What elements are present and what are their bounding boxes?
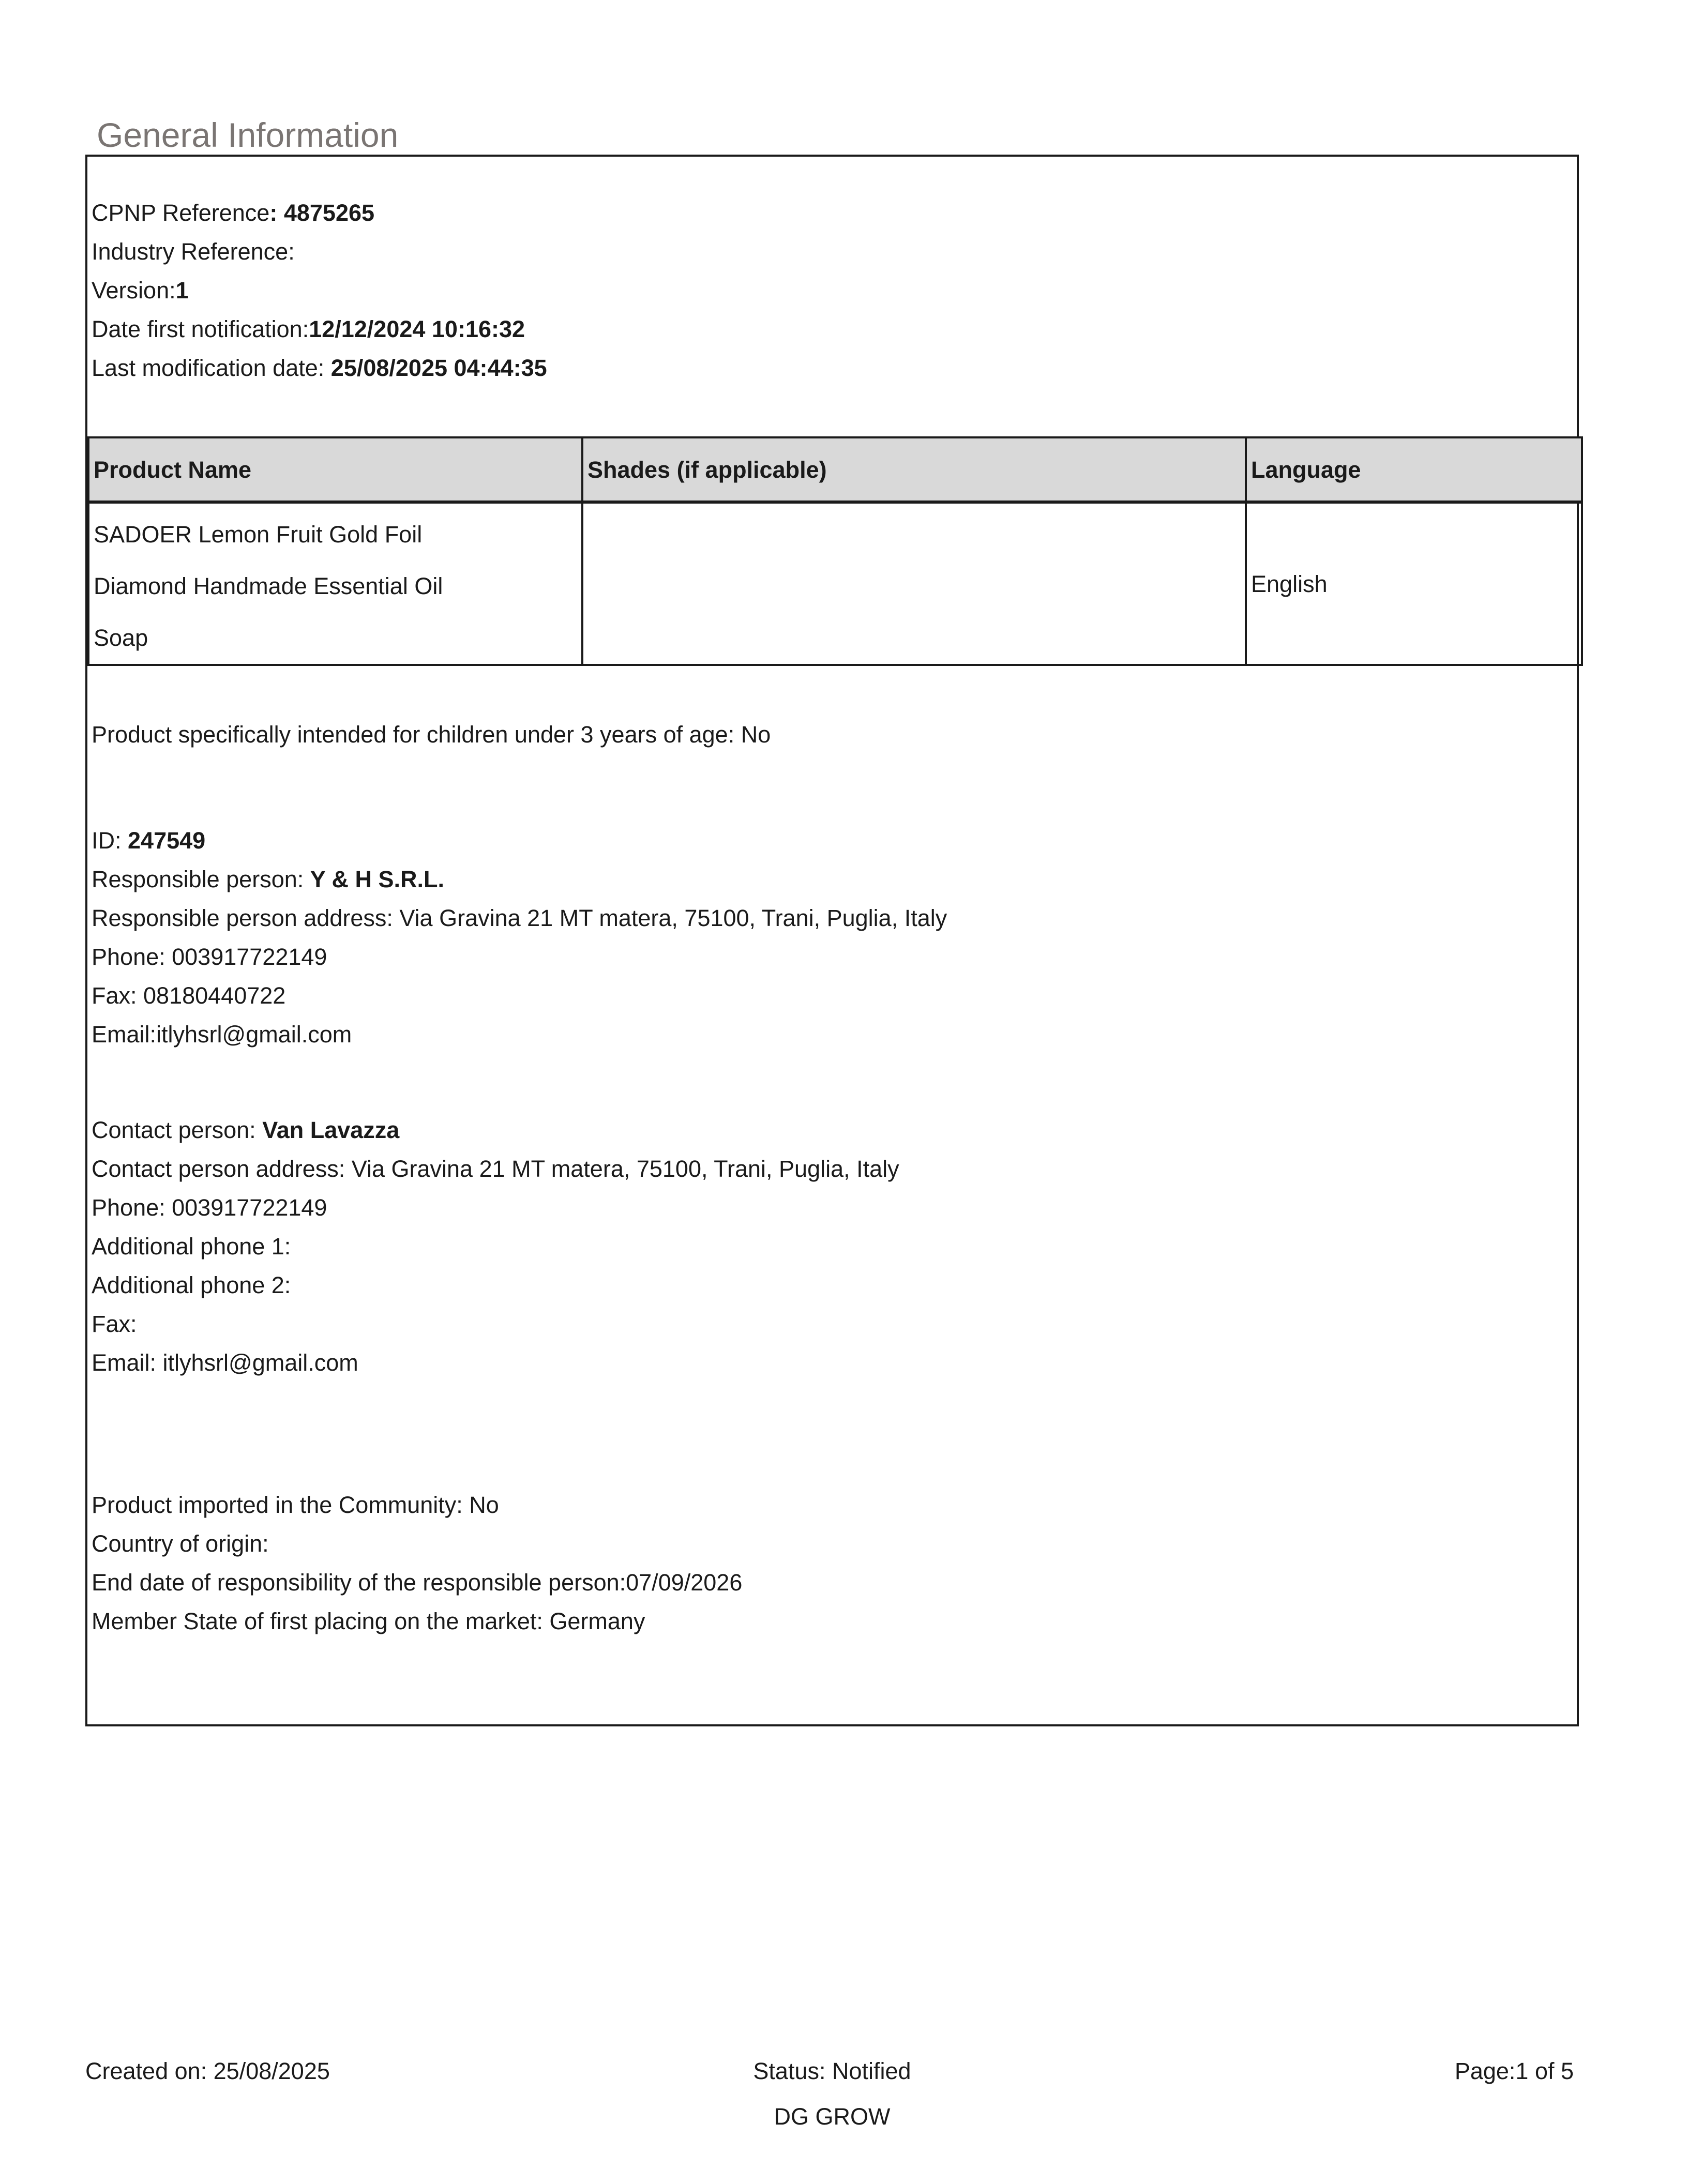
info-line-label: Last modification date:: [92, 355, 331, 381]
info-line-label: Product imported in the Community: No: [92, 1492, 499, 1518]
info-line-label: Additional phone 2:: [92, 1272, 291, 1298]
info-line: [92, 1602, 1577, 1641]
info-line-label: Phone: 003917722149: [92, 1194, 327, 1221]
product-table: [87, 436, 1583, 666]
info-line-label: CPNP Reference: [92, 200, 270, 226]
responsible-person-block: [87, 821, 1577, 1054]
info-line-label: ID:: [92, 827, 128, 854]
footer-row: [85, 2052, 1579, 2090]
info-line-value: : 4875265: [269, 200, 375, 226]
general-info-box: [85, 155, 1579, 1726]
info-line: [92, 348, 1577, 387]
info-line-label: Responsible person address: Via Gravina 21 MT matera, 75100, Trani, Puglia, Italy: [92, 905, 947, 931]
info-line-value: 247549: [128, 827, 206, 854]
info-line: [92, 1188, 1577, 1227]
info-line-label: Email: itlyhsrl@gmail.com: [92, 1349, 358, 1376]
info-line-label: Fax: 08180440722: [92, 982, 286, 1009]
info-line: [92, 899, 1577, 937]
market-info-block: [87, 1485, 1577, 1641]
children-statement: Product specifically intended for children under 3 years of age: No: [92, 721, 771, 748]
info-line-label: Version:: [92, 277, 176, 304]
info-line: [92, 1111, 1577, 1149]
product-name-line: Diamond Handmade Essential Oil: [94, 573, 443, 599]
shades-cell: [582, 502, 1246, 665]
header-shades: Shades (if applicable): [582, 437, 1246, 502]
header-language: Language: [1246, 437, 1582, 502]
info-line-label: Phone: 003917722149: [92, 944, 327, 970]
info-line-value: 12/12/2024 10:16:32: [309, 316, 525, 342]
info-line: [92, 1015, 1577, 1054]
info-line: [92, 1305, 1577, 1343]
info-line: [92, 860, 1577, 899]
info-line-label: Email:itlyhsrl@gmail.com: [92, 1021, 352, 1048]
footer-org: DG GROW: [774, 2103, 891, 2130]
info-line-value: 1: [175, 277, 189, 304]
product-name-cell: [88, 502, 582, 665]
info-line-label: Additional phone 1:: [92, 1233, 291, 1260]
info-line: [92, 821, 1577, 860]
info-line: [92, 1563, 1577, 1602]
info-line-label: Industry Reference:: [92, 238, 295, 265]
footer-status: Status: Notified: [753, 2058, 911, 2084]
info-line: [92, 193, 1577, 232]
header-product-name: Product Name: [88, 437, 582, 502]
info-line: [92, 1524, 1577, 1563]
footer-page-number: Page:1 of 5: [1454, 2058, 1574, 2084]
info-line-label: Responsible person:: [92, 866, 310, 892]
info-line-label: Contact person address: Via Gravina 21 MT matera, 75100, Trani, Puglia, Italy: [92, 1156, 899, 1182]
info-line: [92, 271, 1577, 310]
info-line: [92, 1266, 1577, 1305]
info-line: [92, 1343, 1577, 1382]
info-line-label: Contact person:: [92, 1117, 263, 1143]
info-line-value: 25/08/2025 04:44:35: [330, 355, 547, 381]
info-line-label: End date of responsibility of the responsible person:07/09/2026: [92, 1569, 743, 1596]
info-line: [92, 937, 1577, 976]
contact-person-block: [87, 1111, 1577, 1382]
info-line: [92, 1227, 1577, 1266]
product-name-line: Soap: [94, 625, 148, 651]
info-line-value: Van Lavazza: [262, 1117, 400, 1143]
info-line: [92, 976, 1577, 1015]
info-line-label: Country of origin:: [92, 1530, 269, 1557]
product-row: [88, 502, 1582, 665]
footer-created: Created on: 25/08/2025: [85, 2058, 330, 2084]
product-name-line: SADOER Lemon Fruit Gold Foil: [94, 521, 423, 548]
table-header-row: [88, 437, 1582, 502]
info-line: [92, 1149, 1577, 1188]
info-line: [92, 310, 1577, 348]
info-line-label: Date first notification:: [92, 316, 309, 342]
reference-block: [87, 193, 1577, 387]
info-line-value: Y & H S.R.L.: [310, 866, 444, 892]
info-line-label: Member State of first placing on the market: Germany: [92, 1608, 645, 1634]
info-line: [92, 232, 1577, 271]
language-cell: English: [1246, 502, 1582, 665]
info-line-label: Fax:: [92, 1311, 137, 1337]
section-title: General Information: [97, 116, 399, 154]
page-footer: [85, 2052, 1579, 2136]
info-line: [92, 1485, 1577, 1524]
